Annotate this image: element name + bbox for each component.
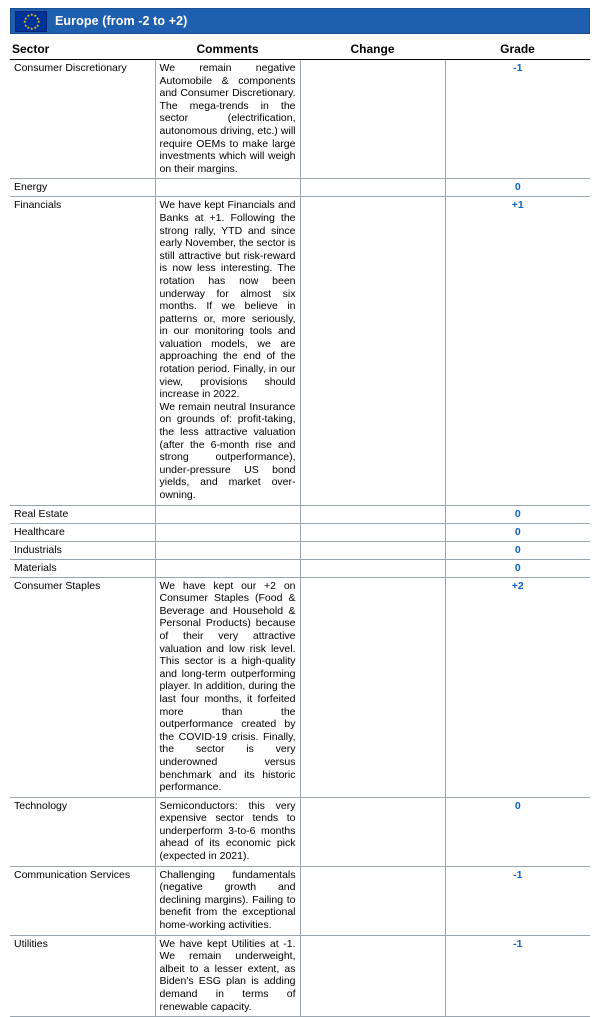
sector-grades-table xyxy=(10,40,590,1017)
cell-sector: Technology xyxy=(10,797,155,866)
cell-grade: -1 xyxy=(445,935,590,1017)
table-row xyxy=(10,179,590,197)
comment-paragraph: We have kept our +2 on Consumer Staples (Food & Beverage and Household & Personal Products) because of their very attractive valuation and low risk level. This sector is a high-quality and long-term outperforming player. In addition, during the last four months, it forfeited more than the outperformance created by the COVID-19 crisis. Finally, the sector is very underowned versus benchmark and its historic performance. xyxy=(159,579,296,794)
cell-sector: Consumer Staples xyxy=(10,577,155,797)
banner-title: Europe (from -2 to +2) xyxy=(55,14,188,28)
region-banner xyxy=(10,8,590,34)
cell-change xyxy=(300,197,445,505)
empty-comment xyxy=(160,562,296,574)
cell-comments xyxy=(155,559,300,577)
cell-grade: 0 xyxy=(445,559,590,577)
cell-change xyxy=(300,523,445,541)
table-row xyxy=(10,197,590,505)
cell-change xyxy=(300,797,445,866)
cell-comments xyxy=(155,505,300,523)
table-row xyxy=(10,559,590,577)
table-row xyxy=(10,505,590,523)
cell-change xyxy=(300,577,445,797)
cell-sector: Financials xyxy=(10,197,155,505)
table-row xyxy=(10,577,590,797)
table-header-row xyxy=(10,40,590,60)
cell-grade: -1 xyxy=(445,866,590,935)
comment-paragraph: We remain negative Automobile & components and Consumer Discretionary. The mega-trends in the sector (electrification, autonomous driving, etc.) will require OEMs to make large investments which will weigh on their margins. xyxy=(159,62,296,175)
cell-grade: -1 xyxy=(445,60,590,179)
eu-flag-icon: ★ ★ ★ ★ ★ ★ ★ ★ ★ ★ ★ ★ xyxy=(15,11,47,32)
cell-sector: Materials xyxy=(10,559,155,577)
cell-change xyxy=(300,179,445,197)
cell-comments xyxy=(155,935,300,1017)
cell-comments xyxy=(155,60,300,179)
column-header-grade: Grade xyxy=(445,40,590,60)
cell-grade: 0 xyxy=(445,179,590,197)
empty-comment xyxy=(160,508,296,520)
table-row xyxy=(10,797,590,866)
cell-change xyxy=(300,935,445,1017)
empty-comment xyxy=(160,526,296,538)
cell-comments xyxy=(155,866,300,935)
cell-sector: Industrials xyxy=(10,541,155,559)
comment-paragraph: Semiconductors: this very expensive sector tends to underperform 3-to-6 months ahead of its economic pick (expected in 2021). xyxy=(159,799,296,863)
table-row xyxy=(10,523,590,541)
empty-comment xyxy=(160,544,296,556)
cell-grade: 0 xyxy=(445,523,590,541)
cell-change xyxy=(300,541,445,559)
column-header-comments: Comments xyxy=(155,40,300,60)
cell-sector: Communication Services xyxy=(10,866,155,935)
cell-sector: Real Estate xyxy=(10,505,155,523)
cell-change xyxy=(300,505,445,523)
cell-sector: Utilities xyxy=(10,935,155,1017)
cell-grade: 0 xyxy=(445,541,590,559)
cell-sector: Healthcare xyxy=(10,523,155,541)
cell-comments xyxy=(155,523,300,541)
cell-change xyxy=(300,866,445,935)
cell-grade: 0 xyxy=(445,797,590,866)
comment-paragraph: We have kept Financials and Banks at +1. Following the strong rally, YTD and since early November, the sector is still attractive but risk-reward is now less interesting. The rotation has now been underway for almost six months. If we believe in patterns or, more seriously, in our monitoring tools and valuation models, we are approaching the end of the rotation period. Finally, in our view, provisions should increase in 2022. xyxy=(159,199,296,401)
cell-grade: +1 xyxy=(445,197,590,505)
column-header-sector: Sector xyxy=(10,40,155,60)
cell-grade: 0 xyxy=(445,505,590,523)
cell-sector: Consumer Discretionary xyxy=(10,60,155,179)
table-header xyxy=(10,40,590,60)
cell-comments xyxy=(155,797,300,866)
cell-comments xyxy=(155,179,300,197)
comment-paragraph: We have kept Utilities at -1. We remain underweight, albeit to a lesser extent, as Biden's ESG plan is adding demand in terms of renewable capacity. xyxy=(159,937,296,1013)
column-header-change: Change xyxy=(300,40,445,60)
empty-comment xyxy=(160,181,296,193)
cell-comments xyxy=(155,197,300,505)
comment-paragraph: We remain neutral Insurance on grounds of: profit-taking, the less attractive valuation (after the 6-month rise and strong outperformance), under-pressure US bond yields, and market over-owning. xyxy=(159,400,296,501)
cell-grade: +2 xyxy=(445,577,590,797)
table-row xyxy=(10,541,590,559)
table-row xyxy=(10,866,590,935)
cell-change xyxy=(300,559,445,577)
cell-comments xyxy=(155,577,300,797)
cell-comments xyxy=(155,541,300,559)
cell-change xyxy=(300,60,445,179)
comment-paragraph: Challenging fundamentals (negative growth and declining margins). Failing to benefit from the exceptional home-working activities. xyxy=(159,868,296,932)
table-row xyxy=(10,60,590,179)
table-body xyxy=(10,60,590,1017)
table-row xyxy=(10,935,590,1017)
cell-sector: Energy xyxy=(10,179,155,197)
